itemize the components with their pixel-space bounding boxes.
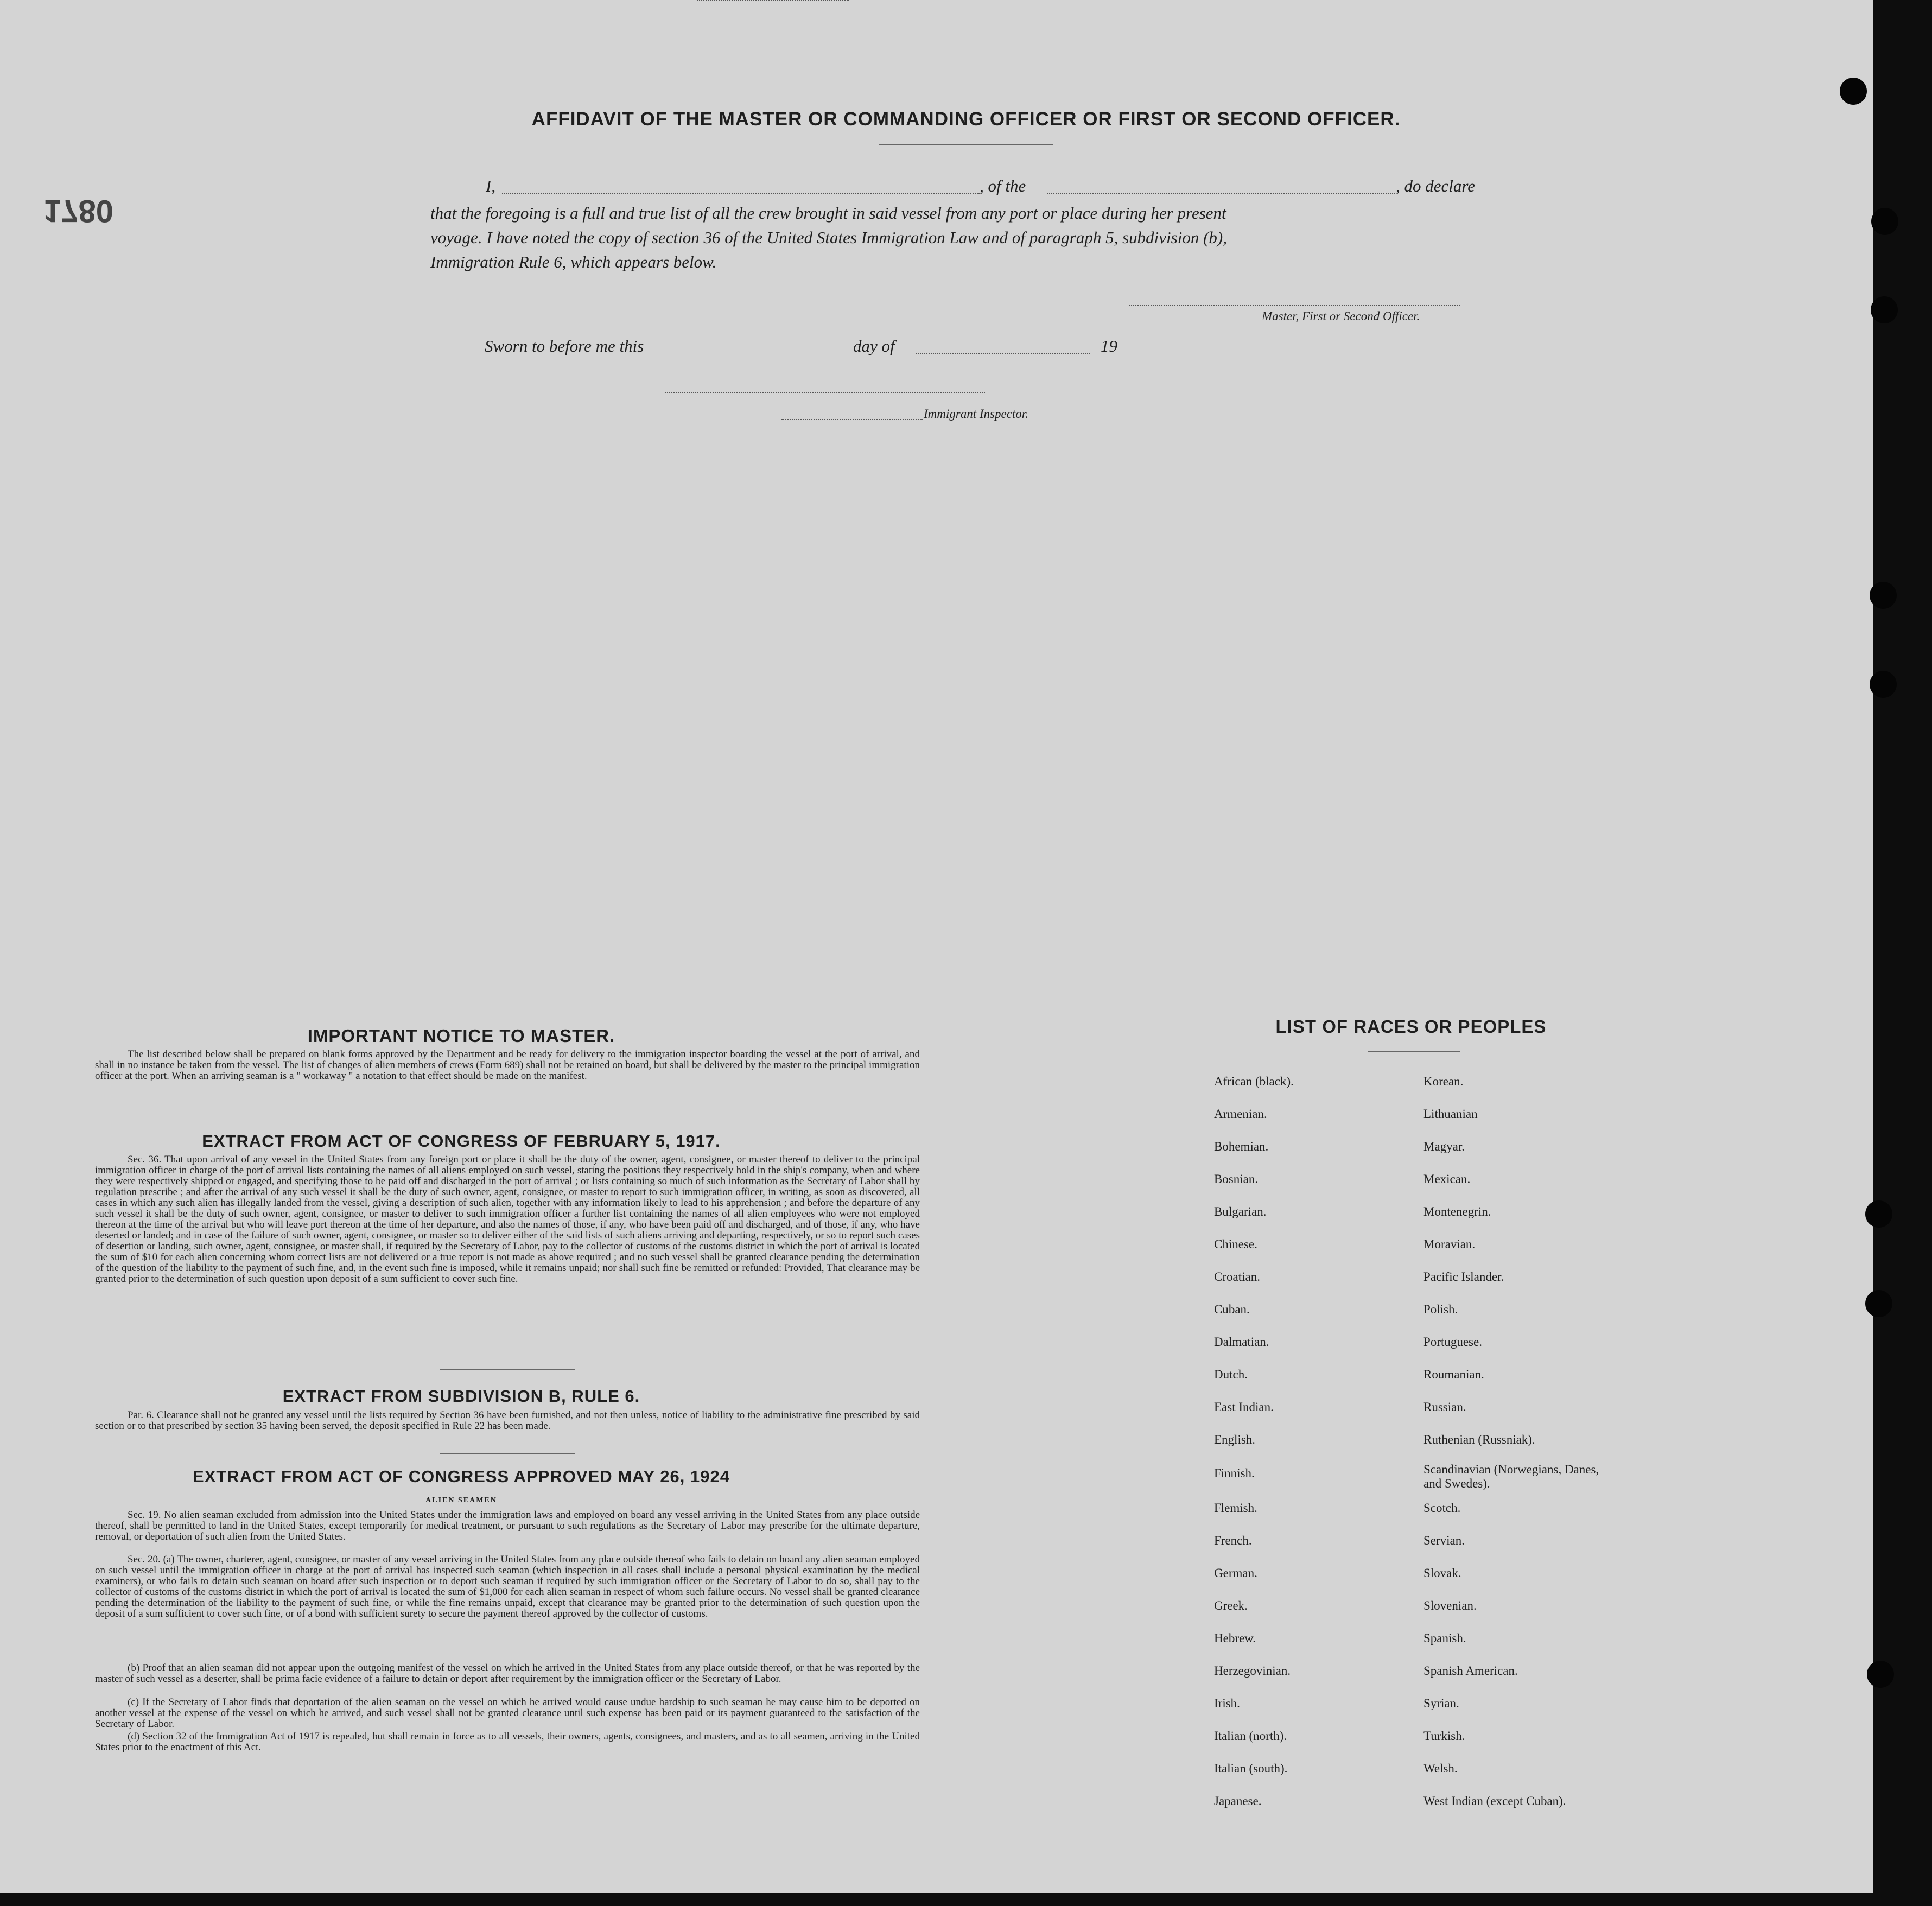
race-item: West Indian (except Cuban). <box>1423 1794 1566 1808</box>
race-item: Korean. <box>1423 1075 1464 1088</box>
race-item: Scotch. <box>1423 1501 1461 1515</box>
race-item: Finnish. <box>1214 1466 1255 1480</box>
extract-1917-text: Sec. 36. That upon arrival of any vessel in the United States from any foreign port or place it shall be the duty of the owner, agent, consignee, or master thereof to deliver to the principal immigration officer in charge of the port of arrival lists containing the names of all aliens employed on such vessel, stating the positions they respectively hold in the ship's company, when and where they were respectively shipped or engaged, and specifying those to be paid off and discharged in the port of arrival ; or lists containing so much of such information as the Secretary of Labor shall by regulation prescribe ; and after the arrival of any such vessel it shall be the duty of such owner, agent, consignee, or master to report to such immigration officer, in writing, as soon as discovered, all cases in which any such alien has illegally landed from the vessel, giving a description of such alien, together with any information likely to lead to his apprehension ; and before the departure of any such vessel it shall be the duty of such owner, agent, consignee, or master to deliver to such immigration officer a further list containing the names of all alien employees who were not employed thereon at the time of the arrival but who will leave port thereon at the time of her departure, and also the names of those, if any, who have been paid off and discharged, and of those, if any, who have deserted or landed; and in case of the failure of such owner, agent, consignee, or master so to deliver either of the said lists of such aliens arriving and departing, respectively, or so to report such cases of desertion or landing, such owner, agent, consignee, or master shall, if required by the Secretary of Labor, pay to the collector of customs of the customs district in which the port of arrival is located the sum of $10 for each alien concerning whom correct lists are not delivered or a true report is not made as above required ; and no such vessel shall be granted clearance pending the determination of the question of the liability to the payment of such fine, and, in the event such fine is imposed, while it remains unpaid; nor shall such fine be remitted or refunded: Provided, That clearance may be granted prior to the determination of such question upon deposit of a sum sufficient to cover such fine. <box>95 1154 920 1285</box>
race-item: French. <box>1214 1534 1252 1547</box>
race-item: Flemish. <box>1214 1501 1257 1515</box>
punch-hole <box>1865 1200 1892 1228</box>
punch-hole <box>1871 296 1898 323</box>
race-item: Pacific Islander. <box>1423 1270 1504 1284</box>
extract-1924-sec19: Sec. 19. No alien seaman excluded from admission into the United States under the immigration laws and employed on board any vessel arriving in the United States from any place outside thereof, shall be permitted to land in the United States, except temporarily for medical treatment, or pursuant to such regulations as the Secretary of Labor may prescribe for the ultimate departure, removal, or deportation of such alien from the United States. <box>95 1509 920 1542</box>
sworn-year: 19 <box>1101 336 1117 355</box>
race-item: Welsh. <box>1423 1762 1458 1775</box>
race-item: Ruthenian (Russniak). <box>1423 1433 1535 1446</box>
affidavit-title: AFFIDAVIT OF THE MASTER OR COMMANDING OFFICER OR FIRST OR SECOND OFFICER. <box>531 109 1401 130</box>
race-item: Greek. <box>1214 1599 1248 1612</box>
sworn-month-field[interactable] <box>916 353 1090 354</box>
extract-1917-title: EXTRACT FROM ACT OF CONGRESS OF FEBRUARY 5, 1917. <box>202 1132 721 1151</box>
declarant-name-field[interactable] <box>502 193 980 194</box>
races-title: LIST OF RACES OR PEOPLES <box>1275 1016 1547 1037</box>
race-item: Montenegrin. <box>1423 1205 1491 1218</box>
race-item: Syrian. <box>1423 1697 1459 1710</box>
punch-hole <box>1870 582 1897 609</box>
race-item: Slovenian. <box>1423 1599 1477 1612</box>
punch-hole <box>1871 208 1898 235</box>
inspector-signature-line[interactable] <box>781 419 923 420</box>
extract-1924-sec20d: (d) Section 32 of the Immigration Act of 1917 is repealed, but shall remain in force as to all vessels, their owners, agents, consignees, and masters, and as to all seamen, arriving in the United States prior to the enactment of this Act. <box>95 1731 920 1753</box>
race-item: Spanish. <box>1423 1631 1466 1645</box>
race-item: English. <box>1214 1433 1256 1446</box>
section-divider-1 <box>440 1369 575 1370</box>
sworn-prefix: Sworn to before me this <box>485 336 644 355</box>
affidavit-do-declare: , do declare <box>1396 176 1476 195</box>
race-item: Bulgarian. <box>1214 1205 1267 1218</box>
punch-hole <box>1870 671 1897 698</box>
race-item: Dalmatian. <box>1214 1335 1269 1349</box>
punch-hole <box>1840 78 1867 105</box>
sworn-day-field[interactable] <box>697 0 849 1</box>
race-item: Dutch. <box>1214 1368 1248 1381</box>
race-item: Roumanian. <box>1423 1368 1484 1381</box>
race-item: Scandinavian (Norwegians, Danes, and Swedes). <box>1423 1463 1599 1490</box>
race-item: Italian (north). <box>1214 1729 1287 1743</box>
race-item: Hebrew. <box>1214 1631 1256 1645</box>
race-item: Chinese. <box>1214 1237 1257 1251</box>
affidavit-word-i: I, <box>486 176 496 195</box>
punch-hole <box>1865 1290 1892 1317</box>
inspector-line-upper[interactable] <box>665 392 985 393</box>
extract-1924-sec20c: (c) If the Secretary of Labor finds that deportation of the alien seaman on the vessel on which he arrived would cause undue hardship to such seaman he may cause him to be deported on another vessel at the expense of the vessel on which he arrived, and such vessel shall not be granted clearance until such expense has been paid or its payment guaranteed to the satisfaction of the Secretary of Labor. <box>95 1697 920 1730</box>
section-divider-2 <box>440 1453 575 1454</box>
affidavit-line-2: that the foregoing is a full and true list of all the crew brought in said vessel from any port or place during her present <box>430 204 1226 223</box>
inspector-caption: Immigrant Inspector. <box>924 407 1028 421</box>
vessel-name-field[interactable] <box>1047 193 1395 194</box>
affidavit-of-the: , of the <box>980 176 1026 195</box>
affidavit-line-3: voyage. I have noted the copy of section 36 of the United States Immigration Law and of paragraph 5, subdivision (b), <box>430 228 1227 247</box>
race-item: Mexican. <box>1423 1172 1471 1186</box>
race-item: Armenian. <box>1214 1107 1267 1121</box>
race-item: Herzegovinian. <box>1214 1664 1291 1678</box>
extract-1924-sec20b: (b) Proof that an alien seaman did not appear upon the outgoing manifest of the vessel on which he arrived in the United States from any place outside thereof, or that he was reported by the master of such vessel as a deserter, shall be prima facie evidence of a failure to detain or deport after requirement by the immigration officer or the Secretary of Labor. <box>95 1662 920 1685</box>
race-item: Irish. <box>1214 1697 1240 1710</box>
race-item: African (black). <box>1214 1075 1294 1088</box>
race-item: German. <box>1214 1566 1257 1580</box>
races-title-underline <box>1368 1051 1460 1052</box>
race-item: Russian. <box>1423 1400 1466 1414</box>
extract-1924-sec20a: Sec. 20. (a) The owner, charterer, agent, consignee, or master of any vessel arriving in the United States from any place outside thereof who fails to detain on board any alien seaman employed on such vessel until the immigration officer in charge at the port of arrival has inspected such seaman (which inspection in all cases shall include a personal physical examination by the medical examiners), or who fails to detain such seaman on board after such inspection or to deport such seaman if required by such immigration officer or the Secretary of Labor to do so, shall pay to the collector of customs of the customs district in which the port of arrival is located the sum of $1,000 for each alien seaman in respect of whom such failure occurs. No vessel shall be granted clearance pending the determination of the liability to the payment of such fine, or while the fine remains unpaid, except that clearance may be granted prior to the determination of such question upon the deposit of a sum sufficient to cover such fine, or of a bond with sufficient surety to secure the payment thereof approved by the collector of customs. <box>95 1554 920 1619</box>
signature-caption: Master, First or Second Officer. <box>1262 309 1420 323</box>
title-underline <box>879 144 1053 145</box>
race-item: Turkish. <box>1423 1729 1465 1743</box>
race-item: Moravian. <box>1423 1237 1476 1251</box>
race-item: Japanese. <box>1214 1794 1262 1808</box>
race-item: Italian (south). <box>1214 1762 1288 1775</box>
extract-rule6-title: EXTRACT FROM SUBDIVISION B, RULE 6. <box>282 1387 640 1406</box>
margin-number: 1780 <box>43 193 114 228</box>
notice-text: The list described below shall be prepared on blank forms approved by the Department and be ready for delivery to the immigration inspector boarding the vessel at the port of arrival, and shall in no instance be taken from the vessel. The list of changes of alien members of crews (Form 689) shall not be retained on board, but shall be delivered by the master to the principal immigration officer at the port. When an arriving seaman is a " workaway " a notation to that effect should be made on the manifest. <box>95 1049 920 1082</box>
race-item: East Indian. <box>1214 1400 1274 1414</box>
punch-hole <box>1867 1661 1894 1688</box>
race-item: Croatian. <box>1214 1270 1260 1284</box>
race-item: Magyar. <box>1423 1140 1465 1153</box>
race-item: Bosnian. <box>1214 1172 1259 1186</box>
sworn-day-of: day of <box>853 336 895 355</box>
affidavit-line-4: Immigration Rule 6, which appears below. <box>430 252 717 271</box>
race-item: Portuguese. <box>1423 1335 1482 1349</box>
race-item: Spanish American. <box>1423 1664 1518 1678</box>
race-item: Slovak. <box>1423 1566 1461 1580</box>
notice-title: IMPORTANT NOTICE TO MASTER. <box>307 1026 615 1046</box>
race-item: Bohemian. <box>1214 1140 1269 1153</box>
race-item: Cuban. <box>1214 1303 1250 1316</box>
extract-1924-title: EXTRACT FROM ACT OF CONGRESS APPROVED MAY 26, 1924 <box>193 1467 730 1486</box>
extract-rule6-text: Par. 6. Clearance shall not be granted any vessel until the lists required by Section 36 have been furnished, and not then unless, notice of liability to the administrative fine prescribed by said section or to that prescribed by section 35 having been served, the deposit specified in Rule 22 has been made. <box>95 1409 920 1432</box>
extract-1924-subtitle: ALIEN SEAMEN <box>425 1496 497 1504</box>
race-item: Lithuanian <box>1423 1107 1478 1121</box>
race-item: Servian. <box>1423 1534 1465 1547</box>
race-item: Polish. <box>1423 1303 1458 1316</box>
scan-edge-strip <box>1873 0 1932 1906</box>
master-signature-line[interactable] <box>1129 305 1460 306</box>
